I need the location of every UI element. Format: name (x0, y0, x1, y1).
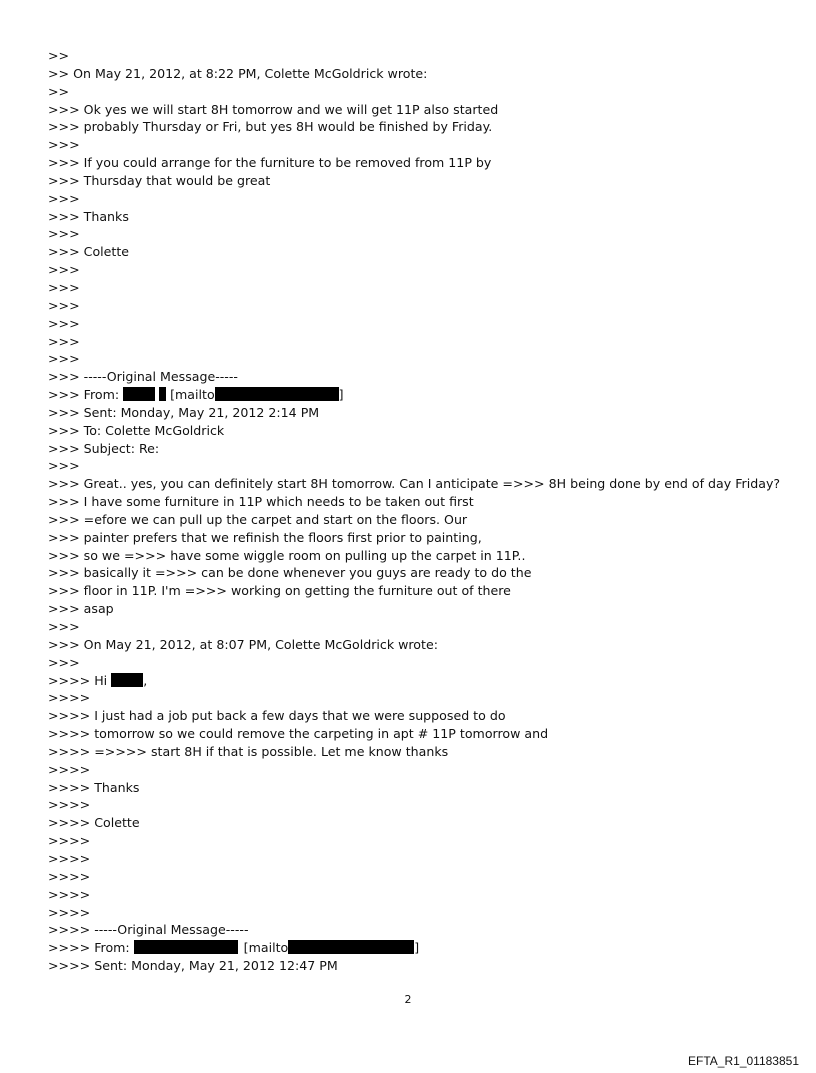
email-line (48, 672, 788, 690)
line-text-fragment: , (143, 672, 148, 688)
line-text: >>>> (48, 868, 91, 884)
email-line (48, 368, 788, 386)
redaction-block (159, 387, 166, 401)
email-line (48, 333, 788, 351)
email-line (48, 707, 788, 725)
redaction-block (134, 940, 238, 954)
line-text: >>> (48, 226, 80, 242)
line-text: >>> painter prefers that we refinish the floors first prior to painting, (48, 529, 482, 545)
email-line (48, 315, 788, 333)
email-line (48, 261, 788, 279)
line-text: >>>> (48, 904, 91, 920)
line-text: >>>> Colette (48, 815, 140, 831)
line-text: >>> Great.. yes, you can definitely start 8H tomorrow. Can I anticipate =>>> 8H being done by end of day Friday? (48, 476, 781, 492)
line-text: >>> On May 21, 2012, at 8:07 PM, Colette McGoldrick wrote: (48, 636, 438, 652)
line-text-fragment: [mailto (243, 940, 289, 956)
email-line (48, 904, 788, 922)
line-text: >>> (48, 333, 80, 349)
email-line (48, 547, 788, 565)
line-text: >>> If you could arrange for the furniture to be removed from 11P by (48, 155, 492, 171)
line-text: >>> =efore we can pull up the carpet and start on the floors. Our (48, 511, 468, 527)
email-line (48, 475, 788, 493)
email-line (48, 172, 788, 190)
email-line (48, 350, 788, 368)
line-text: >>> (48, 190, 80, 206)
email-line (48, 779, 788, 797)
line-text: >>> Sent: Monday, May 21, 2012 2:14 PM (48, 404, 320, 420)
line-text: >>>> (48, 690, 91, 706)
line-text: >>> (48, 137, 80, 153)
email-body (48, 47, 788, 975)
line-text: >>> basically it =>>> can be done whenever you guys are ready to do the (48, 565, 532, 581)
email-line (48, 83, 788, 101)
line-text: >>> (48, 279, 80, 295)
email-line (48, 208, 788, 226)
email-line (48, 101, 788, 119)
line-text: >>> (48, 351, 80, 367)
line-text: >>> Subject: Re: (48, 440, 160, 456)
line-text: >>>> (48, 850, 91, 866)
redaction-block (288, 940, 414, 954)
email-line (48, 225, 788, 243)
line-text: >>> Ok yes we will start 8H tomorrow and we will get 11P also started (48, 101, 499, 117)
email-line (48, 886, 788, 904)
line-text: >>> Thanks (48, 208, 129, 224)
email-line (48, 814, 788, 832)
line-text: >>> Thursday that would be great (48, 172, 271, 188)
email-line (48, 243, 788, 261)
line-text-fragment: [mailto (170, 387, 215, 403)
email-line (48, 47, 788, 65)
line-text: >>> (48, 654, 80, 670)
email-line (48, 65, 788, 83)
redaction-block (111, 673, 143, 687)
email-line (48, 850, 788, 868)
line-text: >>> -----Original Message----- (48, 369, 238, 385)
email-line (48, 440, 788, 458)
line-text: >>> Colette (48, 244, 130, 260)
line-text-fragment: ] (338, 387, 344, 403)
email-line (48, 136, 788, 154)
line-text: >>>> Hi (48, 672, 112, 688)
email-line (48, 457, 788, 475)
line-text: >>>> (48, 886, 91, 902)
line-text: >>>> Sent: Monday, May 21, 2012 12:47 PM (48, 958, 338, 974)
email-line (48, 118, 788, 136)
email-line (48, 422, 788, 440)
line-text: >>> probably Thursday or Fri, but yes 8H would be finished by Friday. (48, 119, 493, 135)
email-line (48, 725, 788, 743)
document-id: EFTA_R1_01183851 (688, 1054, 799, 1068)
line-text: >>> floor in 11P. I'm =>>> working on getting the furniture out of there (48, 583, 511, 599)
line-text: >>> (48, 458, 80, 474)
email-line (48, 832, 788, 850)
redaction-block (215, 387, 339, 401)
line-text: >>>> -----Original Message----- (48, 922, 249, 938)
email-line (48, 957, 788, 975)
email-line (48, 279, 788, 297)
line-text: >> (48, 48, 70, 63)
email-line (48, 636, 788, 654)
line-text: >> On May 21, 2012, at 8:22 PM, Colette McGoldrick wrote: (48, 65, 428, 81)
email-line (48, 654, 788, 672)
line-text: >>> (48, 262, 80, 278)
line-text: >>>> (48, 761, 91, 777)
line-text: >>> so we =>>> have some wiggle room on pulling up the carpet in 11P.. (48, 547, 526, 563)
email-line (48, 511, 788, 529)
email-line (48, 939, 788, 957)
redaction-block (123, 387, 155, 401)
email-line (48, 689, 788, 707)
email-line (48, 868, 788, 886)
email-line (48, 190, 788, 208)
line-text: >>>> (48, 833, 91, 849)
email-line (48, 582, 788, 600)
email-line (48, 297, 788, 315)
line-text: >>> asap (48, 601, 114, 617)
email-line (48, 529, 788, 547)
line-text: >>> To: Colette McGoldrick (48, 422, 225, 438)
email-line (48, 743, 788, 761)
line-text: >>>> I just had a job put back a few days that we were supposed to do (48, 708, 506, 724)
line-text: >>>> (48, 797, 91, 813)
email-line (48, 564, 788, 582)
line-text: >>> (48, 297, 80, 313)
line-text: >> (48, 83, 70, 99)
line-text: >>>> From: (48, 940, 134, 956)
email-line (48, 386, 788, 404)
line-text: >>>> Thanks (48, 779, 140, 795)
line-text-fragment: ] (414, 940, 420, 956)
email-line (48, 404, 788, 422)
line-text: >>>> tomorrow so we could remove the carpeting in apt # 11P tomorrow and (48, 726, 549, 742)
line-text: >>> I have some furniture in 11P which needs to be taken out first (48, 494, 474, 510)
email-line (48, 796, 788, 814)
line-text: >>> From: (48, 387, 124, 403)
email-line (48, 618, 788, 636)
email-line (48, 493, 788, 511)
email-line (48, 921, 788, 939)
page-number: 2 (404, 993, 412, 1006)
email-line (48, 154, 788, 172)
line-text: >>> (48, 619, 80, 634)
line-text: >>>> =>>>> start 8H if that is possible. Let me know thanks (48, 743, 449, 759)
email-line (48, 600, 788, 618)
email-line (48, 761, 788, 779)
line-text: >>> (48, 315, 80, 331)
